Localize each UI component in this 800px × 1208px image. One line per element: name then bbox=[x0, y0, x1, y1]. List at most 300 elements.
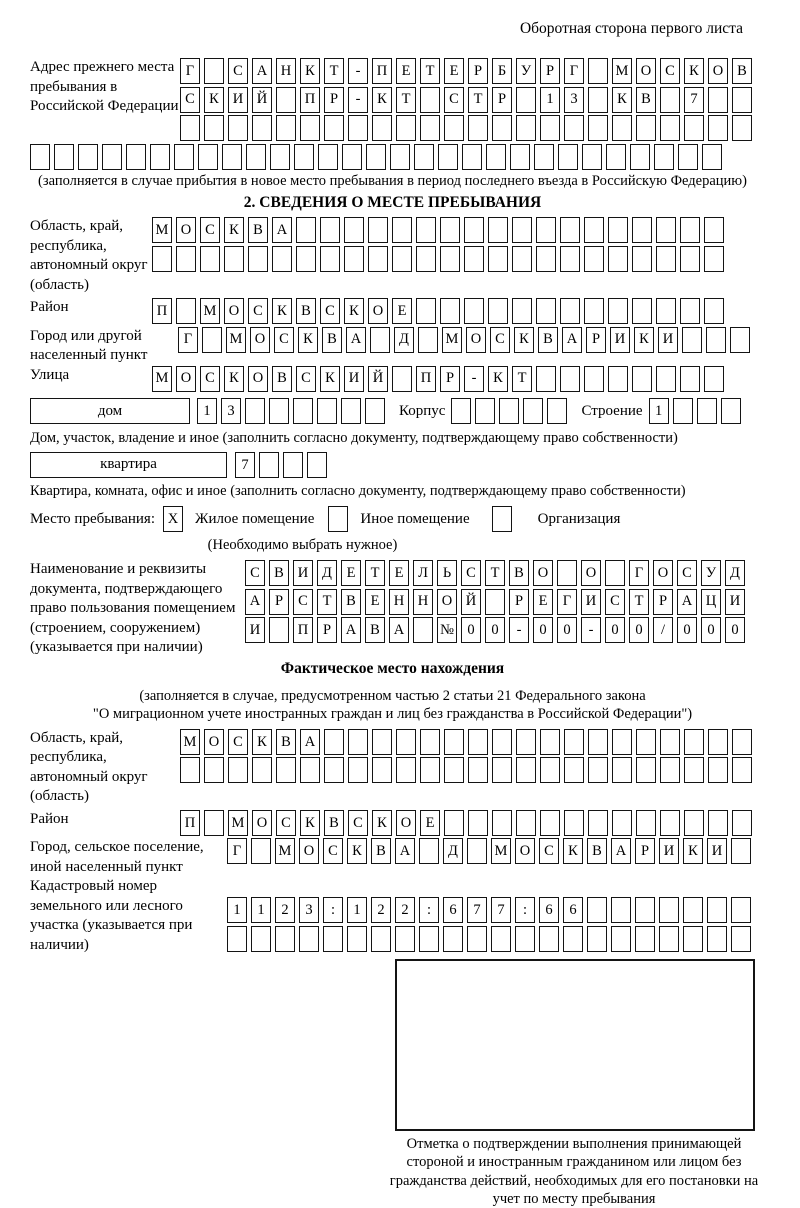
char-box[interactable]: Р bbox=[492, 87, 512, 113]
char-box[interactable]: Т bbox=[512, 366, 532, 392]
char-box[interactable]: К bbox=[488, 366, 508, 392]
char-box[interactable] bbox=[320, 246, 340, 272]
char-box[interactable] bbox=[636, 757, 656, 783]
char-box[interactable]: Е bbox=[389, 560, 409, 586]
char-box[interactable] bbox=[697, 398, 717, 424]
char-box[interactable] bbox=[317, 398, 337, 424]
char-box[interactable] bbox=[365, 398, 385, 424]
char-box[interactable]: К bbox=[684, 58, 704, 84]
char-box[interactable] bbox=[294, 144, 314, 170]
char-box[interactable]: К bbox=[224, 366, 244, 392]
char-box[interactable] bbox=[660, 115, 680, 141]
char-box[interactable] bbox=[539, 926, 559, 952]
char-box[interactable] bbox=[612, 757, 632, 783]
char-box[interactable]: О bbox=[248, 366, 268, 392]
char-box[interactable]: 6 bbox=[563, 897, 583, 923]
char-box[interactable]: 1 bbox=[197, 398, 217, 424]
char-box[interactable] bbox=[368, 246, 388, 272]
char-box[interactable] bbox=[732, 729, 752, 755]
char-box[interactable]: С bbox=[323, 838, 343, 864]
char-box[interactable] bbox=[418, 327, 438, 353]
char-box[interactable] bbox=[560, 217, 580, 243]
char-box[interactable]: С bbox=[461, 560, 481, 586]
char-box[interactable]: Т bbox=[324, 58, 344, 84]
char-box[interactable]: С bbox=[444, 87, 464, 113]
char-box[interactable] bbox=[222, 144, 242, 170]
char-box[interactable] bbox=[557, 560, 577, 586]
char-box[interactable] bbox=[252, 757, 272, 783]
char-box[interactable]: Р bbox=[324, 87, 344, 113]
char-box[interactable] bbox=[540, 729, 560, 755]
char-box[interactable]: 1 bbox=[227, 897, 247, 923]
char-box[interactable]: С bbox=[348, 810, 368, 836]
char-box[interactable] bbox=[416, 246, 436, 272]
char-box[interactable] bbox=[708, 810, 728, 836]
char-box[interactable]: С bbox=[245, 560, 265, 586]
char-box[interactable] bbox=[588, 729, 608, 755]
char-box[interactable]: П bbox=[372, 58, 392, 84]
char-box[interactable]: П bbox=[180, 810, 200, 836]
char-box[interactable]: 3 bbox=[299, 897, 319, 923]
char-box[interactable]: О bbox=[636, 58, 656, 84]
char-box[interactable] bbox=[324, 729, 344, 755]
char-box[interactable]: 7 bbox=[491, 897, 511, 923]
char-box[interactable] bbox=[731, 926, 751, 952]
char-box[interactable] bbox=[252, 115, 272, 141]
char-box[interactable] bbox=[270, 144, 290, 170]
char-box[interactable] bbox=[440, 217, 460, 243]
char-box[interactable]: Р bbox=[269, 589, 289, 615]
char-box[interactable] bbox=[299, 926, 319, 952]
char-box[interactable] bbox=[536, 246, 556, 272]
char-box[interactable] bbox=[587, 926, 607, 952]
char-box[interactable] bbox=[342, 144, 362, 170]
char-box[interactable] bbox=[608, 366, 628, 392]
char-box[interactable]: К bbox=[320, 366, 340, 392]
char-box[interactable] bbox=[467, 926, 487, 952]
char-box[interactable]: Р bbox=[635, 838, 655, 864]
char-box[interactable]: К bbox=[372, 810, 392, 836]
char-box[interactable]: И bbox=[610, 327, 630, 353]
char-box[interactable] bbox=[392, 246, 412, 272]
char-box[interactable] bbox=[523, 398, 543, 424]
char-box[interactable] bbox=[564, 810, 584, 836]
char-box[interactable] bbox=[451, 398, 471, 424]
char-box[interactable] bbox=[682, 327, 702, 353]
char-box[interactable] bbox=[582, 144, 602, 170]
char-box[interactable]: Д bbox=[725, 560, 745, 586]
char-box[interactable]: А bbox=[389, 617, 409, 643]
char-box[interactable] bbox=[606, 144, 626, 170]
char-box[interactable] bbox=[78, 144, 98, 170]
char-box[interactable]: 3 bbox=[564, 87, 584, 113]
char-box[interactable]: О bbox=[708, 58, 728, 84]
char-box[interactable] bbox=[440, 246, 460, 272]
char-box[interactable]: / bbox=[653, 617, 673, 643]
char-box[interactable]: И bbox=[658, 327, 678, 353]
char-box[interactable] bbox=[656, 366, 676, 392]
char-box[interactable]: Г bbox=[629, 560, 649, 586]
char-box[interactable] bbox=[492, 757, 512, 783]
char-box[interactable] bbox=[318, 144, 338, 170]
char-box[interactable]: 0 bbox=[557, 617, 577, 643]
char-box[interactable] bbox=[512, 246, 532, 272]
char-box[interactable] bbox=[632, 298, 652, 324]
char-box[interactable] bbox=[510, 144, 530, 170]
char-box[interactable]: Р bbox=[653, 589, 673, 615]
char-box[interactable]: К bbox=[347, 838, 367, 864]
char-box[interactable]: В bbox=[587, 838, 607, 864]
char-box[interactable]: М bbox=[200, 298, 220, 324]
char-box[interactable]: П bbox=[152, 298, 172, 324]
char-box[interactable] bbox=[732, 115, 752, 141]
char-box[interactable] bbox=[704, 298, 724, 324]
char-box[interactable] bbox=[683, 897, 703, 923]
char-box[interactable]: Д bbox=[317, 560, 337, 586]
char-box[interactable]: О bbox=[176, 217, 196, 243]
char-box[interactable] bbox=[228, 115, 248, 141]
char-box[interactable] bbox=[632, 217, 652, 243]
char-box[interactable] bbox=[198, 144, 218, 170]
char-box[interactable] bbox=[654, 144, 674, 170]
char-box[interactable] bbox=[684, 729, 704, 755]
char-box[interactable] bbox=[485, 589, 505, 615]
char-box[interactable] bbox=[659, 897, 679, 923]
char-box[interactable] bbox=[413, 617, 433, 643]
char-box[interactable] bbox=[684, 810, 704, 836]
char-box[interactable] bbox=[636, 810, 656, 836]
checkbox[interactable]: X bbox=[163, 506, 183, 532]
char-box[interactable] bbox=[468, 757, 488, 783]
char-box[interactable] bbox=[564, 115, 584, 141]
char-box[interactable] bbox=[588, 87, 608, 113]
char-box[interactable] bbox=[372, 729, 392, 755]
char-box[interactable] bbox=[419, 838, 439, 864]
char-box[interactable]: М bbox=[180, 729, 200, 755]
char-box[interactable] bbox=[707, 897, 727, 923]
char-box[interactable] bbox=[516, 729, 536, 755]
char-box[interactable]: Г bbox=[564, 58, 584, 84]
char-box[interactable] bbox=[344, 217, 364, 243]
char-box[interactable] bbox=[176, 246, 196, 272]
char-box[interactable] bbox=[180, 115, 200, 141]
char-box[interactable]: И bbox=[245, 617, 265, 643]
char-box[interactable] bbox=[588, 757, 608, 783]
option-org-checkbox[interactable] bbox=[492, 506, 516, 532]
char-box[interactable] bbox=[486, 144, 506, 170]
char-box[interactable]: П bbox=[300, 87, 320, 113]
char-box[interactable] bbox=[588, 58, 608, 84]
char-box[interactable] bbox=[416, 298, 436, 324]
char-box[interactable]: А bbox=[245, 589, 265, 615]
char-box[interactable] bbox=[396, 729, 416, 755]
char-box[interactable] bbox=[272, 246, 292, 272]
char-box[interactable] bbox=[126, 144, 146, 170]
char-box[interactable] bbox=[704, 366, 724, 392]
char-box[interactable]: С bbox=[293, 589, 313, 615]
char-box[interactable] bbox=[368, 217, 388, 243]
char-box[interactable]: 1 bbox=[649, 398, 669, 424]
char-box[interactable]: Д bbox=[394, 327, 414, 353]
char-box[interactable] bbox=[283, 452, 303, 478]
char-box[interactable]: К bbox=[300, 58, 320, 84]
char-box[interactable] bbox=[721, 398, 741, 424]
char-box[interactable] bbox=[204, 810, 224, 836]
char-box[interactable] bbox=[150, 144, 170, 170]
char-box[interactable]: М bbox=[491, 838, 511, 864]
char-box[interactable] bbox=[630, 144, 650, 170]
char-box[interactable]: О bbox=[176, 366, 196, 392]
char-box[interactable]: О bbox=[299, 838, 319, 864]
char-box[interactable] bbox=[491, 926, 511, 952]
char-box[interactable]: А bbox=[562, 327, 582, 353]
char-box[interactable] bbox=[636, 115, 656, 141]
char-box[interactable]: Б bbox=[492, 58, 512, 84]
char-box[interactable] bbox=[462, 144, 482, 170]
char-box[interactable]: 0 bbox=[485, 617, 505, 643]
char-box[interactable] bbox=[588, 115, 608, 141]
char-box[interactable] bbox=[660, 729, 680, 755]
char-box[interactable]: В bbox=[365, 617, 385, 643]
char-box[interactable] bbox=[443, 926, 463, 952]
char-box[interactable]: М bbox=[442, 327, 462, 353]
char-box[interactable]: К bbox=[344, 298, 364, 324]
char-box[interactable]: О bbox=[252, 810, 272, 836]
char-box[interactable]: Н bbox=[276, 58, 296, 84]
char-box[interactable] bbox=[587, 897, 607, 923]
char-box[interactable]: А bbox=[300, 729, 320, 755]
char-box[interactable]: Й bbox=[368, 366, 388, 392]
char-box[interactable] bbox=[224, 246, 244, 272]
char-box[interactable]: : bbox=[515, 897, 535, 923]
char-box[interactable] bbox=[347, 926, 367, 952]
char-box[interactable] bbox=[372, 115, 392, 141]
char-box[interactable]: 1 bbox=[347, 897, 367, 923]
char-box[interactable] bbox=[540, 115, 560, 141]
char-box[interactable] bbox=[608, 298, 628, 324]
char-box[interactable] bbox=[659, 926, 679, 952]
char-box[interactable] bbox=[660, 87, 680, 113]
char-box[interactable] bbox=[30, 144, 50, 170]
char-box[interactable]: С bbox=[248, 298, 268, 324]
char-box[interactable]: К bbox=[298, 327, 318, 353]
char-box[interactable]: В bbox=[509, 560, 529, 586]
char-box[interactable] bbox=[560, 246, 580, 272]
char-box[interactable]: И bbox=[659, 838, 679, 864]
char-box[interactable] bbox=[680, 246, 700, 272]
char-box[interactable]: Р bbox=[440, 366, 460, 392]
char-box[interactable]: К bbox=[252, 729, 272, 755]
char-box[interactable] bbox=[632, 246, 652, 272]
char-box[interactable]: В bbox=[371, 838, 391, 864]
char-box[interactable] bbox=[390, 144, 410, 170]
char-box[interactable] bbox=[444, 810, 464, 836]
checkbox[interactable] bbox=[328, 506, 348, 532]
char-box[interactable]: О bbox=[466, 327, 486, 353]
char-box[interactable] bbox=[588, 810, 608, 836]
char-box[interactable] bbox=[246, 144, 266, 170]
char-box[interactable]: О bbox=[515, 838, 535, 864]
char-box[interactable] bbox=[608, 217, 628, 243]
char-box[interactable]: В bbox=[341, 589, 361, 615]
char-box[interactable]: 2 bbox=[275, 897, 295, 923]
char-box[interactable]: О bbox=[204, 729, 224, 755]
char-box[interactable]: С bbox=[296, 366, 316, 392]
char-box[interactable]: М bbox=[228, 810, 248, 836]
char-box[interactable] bbox=[732, 757, 752, 783]
char-box[interactable]: У bbox=[516, 58, 536, 84]
char-box[interactable] bbox=[660, 757, 680, 783]
char-box[interactable] bbox=[558, 144, 578, 170]
char-box[interactable] bbox=[228, 757, 248, 783]
char-box[interactable] bbox=[420, 729, 440, 755]
char-box[interactable]: И bbox=[344, 366, 364, 392]
char-box[interactable]: В bbox=[296, 298, 316, 324]
char-box[interactable] bbox=[683, 926, 703, 952]
char-box[interactable] bbox=[563, 926, 583, 952]
char-box[interactable]: К bbox=[224, 217, 244, 243]
char-box[interactable] bbox=[708, 115, 728, 141]
char-box[interactable] bbox=[708, 87, 728, 113]
char-box[interactable]: Т bbox=[365, 560, 385, 586]
char-box[interactable] bbox=[420, 757, 440, 783]
char-box[interactable]: П bbox=[293, 617, 313, 643]
char-box[interactable]: О bbox=[368, 298, 388, 324]
char-box[interactable]: Т bbox=[468, 87, 488, 113]
char-box[interactable]: А bbox=[346, 327, 366, 353]
char-box[interactable] bbox=[706, 327, 726, 353]
char-box[interactable] bbox=[708, 757, 728, 783]
char-box[interactable] bbox=[540, 757, 560, 783]
char-box[interactable] bbox=[348, 115, 368, 141]
char-box[interactable] bbox=[251, 926, 271, 952]
char-box[interactable]: - bbox=[348, 87, 368, 113]
char-box[interactable] bbox=[468, 729, 488, 755]
char-box[interactable] bbox=[176, 298, 196, 324]
char-box[interactable]: Е bbox=[341, 560, 361, 586]
char-box[interactable] bbox=[632, 366, 652, 392]
char-box[interactable]: 0 bbox=[725, 617, 745, 643]
char-box[interactable] bbox=[300, 115, 320, 141]
char-box[interactable]: О bbox=[653, 560, 673, 586]
char-box[interactable] bbox=[731, 838, 751, 864]
char-box[interactable] bbox=[612, 115, 632, 141]
char-box[interactable] bbox=[392, 366, 412, 392]
char-box[interactable]: О bbox=[581, 560, 601, 586]
char-box[interactable] bbox=[444, 757, 464, 783]
char-box[interactable] bbox=[348, 757, 368, 783]
char-box[interactable] bbox=[730, 327, 750, 353]
char-box[interactable]: С bbox=[490, 327, 510, 353]
char-box[interactable] bbox=[320, 217, 340, 243]
char-box[interactable]: В bbox=[276, 729, 296, 755]
char-box[interactable] bbox=[296, 246, 316, 272]
char-box[interactable] bbox=[536, 298, 556, 324]
char-box[interactable] bbox=[660, 810, 680, 836]
char-box[interactable]: К bbox=[563, 838, 583, 864]
char-box[interactable] bbox=[296, 217, 316, 243]
char-box[interactable]: Е bbox=[396, 58, 416, 84]
char-box[interactable] bbox=[464, 246, 484, 272]
char-box[interactable] bbox=[396, 757, 416, 783]
char-box[interactable]: И bbox=[228, 87, 248, 113]
char-box[interactable] bbox=[468, 810, 488, 836]
char-box[interactable] bbox=[536, 366, 556, 392]
char-box[interactable]: М bbox=[152, 217, 172, 243]
char-box[interactable] bbox=[584, 298, 604, 324]
char-box[interactable]: Е bbox=[444, 58, 464, 84]
char-box[interactable]: 0 bbox=[677, 617, 697, 643]
char-box[interactable]: К bbox=[514, 327, 534, 353]
char-box[interactable]: Т bbox=[396, 87, 416, 113]
char-box[interactable]: В bbox=[272, 366, 292, 392]
char-box[interactable]: В bbox=[269, 560, 289, 586]
char-box[interactable] bbox=[516, 87, 536, 113]
char-box[interactable] bbox=[564, 729, 584, 755]
char-box[interactable] bbox=[564, 757, 584, 783]
char-box[interactable]: А bbox=[395, 838, 415, 864]
char-box[interactable]: С bbox=[228, 58, 248, 84]
char-box[interactable]: Н bbox=[413, 589, 433, 615]
char-box[interactable] bbox=[392, 217, 412, 243]
char-box[interactable]: И bbox=[725, 589, 745, 615]
char-box[interactable]: 0 bbox=[461, 617, 481, 643]
char-box[interactable] bbox=[608, 246, 628, 272]
char-box[interactable]: С bbox=[539, 838, 559, 864]
char-box[interactable]: Р bbox=[540, 58, 560, 84]
char-box[interactable]: Е bbox=[533, 589, 553, 615]
char-box[interactable]: И bbox=[581, 589, 601, 615]
char-box[interactable]: В bbox=[324, 810, 344, 836]
char-box[interactable] bbox=[684, 757, 704, 783]
char-box[interactable] bbox=[656, 298, 676, 324]
char-box[interactable]: Т bbox=[317, 589, 337, 615]
char-box[interactable]: П bbox=[416, 366, 436, 392]
char-box[interactable]: М bbox=[275, 838, 295, 864]
option-zhiloe-checkbox[interactable] bbox=[163, 506, 187, 532]
char-box[interactable]: Г bbox=[227, 838, 247, 864]
char-box[interactable]: Р bbox=[317, 617, 337, 643]
char-box[interactable]: 7 bbox=[235, 452, 255, 478]
char-box[interactable]: 6 bbox=[443, 897, 463, 923]
char-box[interactable]: 0 bbox=[629, 617, 649, 643]
char-box[interactable]: Е bbox=[420, 810, 440, 836]
char-box[interactable]: А bbox=[341, 617, 361, 643]
char-box[interactable] bbox=[684, 115, 704, 141]
char-box[interactable] bbox=[248, 246, 268, 272]
char-box[interactable] bbox=[516, 757, 536, 783]
char-box[interactable] bbox=[560, 366, 580, 392]
char-box[interactable]: Ь bbox=[437, 560, 457, 586]
char-box[interactable] bbox=[245, 398, 265, 424]
char-box[interactable] bbox=[444, 729, 464, 755]
char-box[interactable]: И bbox=[293, 560, 313, 586]
char-box[interactable] bbox=[584, 217, 604, 243]
char-box[interactable]: С bbox=[276, 810, 296, 836]
char-box[interactable] bbox=[656, 217, 676, 243]
char-box[interactable] bbox=[300, 757, 320, 783]
char-box[interactable]: А bbox=[611, 838, 631, 864]
char-box[interactable]: - bbox=[464, 366, 484, 392]
char-box[interactable]: О bbox=[250, 327, 270, 353]
char-box[interactable] bbox=[276, 87, 296, 113]
char-box[interactable]: : bbox=[323, 897, 343, 923]
char-box[interactable]: 7 bbox=[684, 87, 704, 113]
char-box[interactable]: С bbox=[677, 560, 697, 586]
char-box[interactable]: Е bbox=[365, 589, 385, 615]
char-box[interactable] bbox=[414, 144, 434, 170]
char-box[interactable] bbox=[348, 729, 368, 755]
